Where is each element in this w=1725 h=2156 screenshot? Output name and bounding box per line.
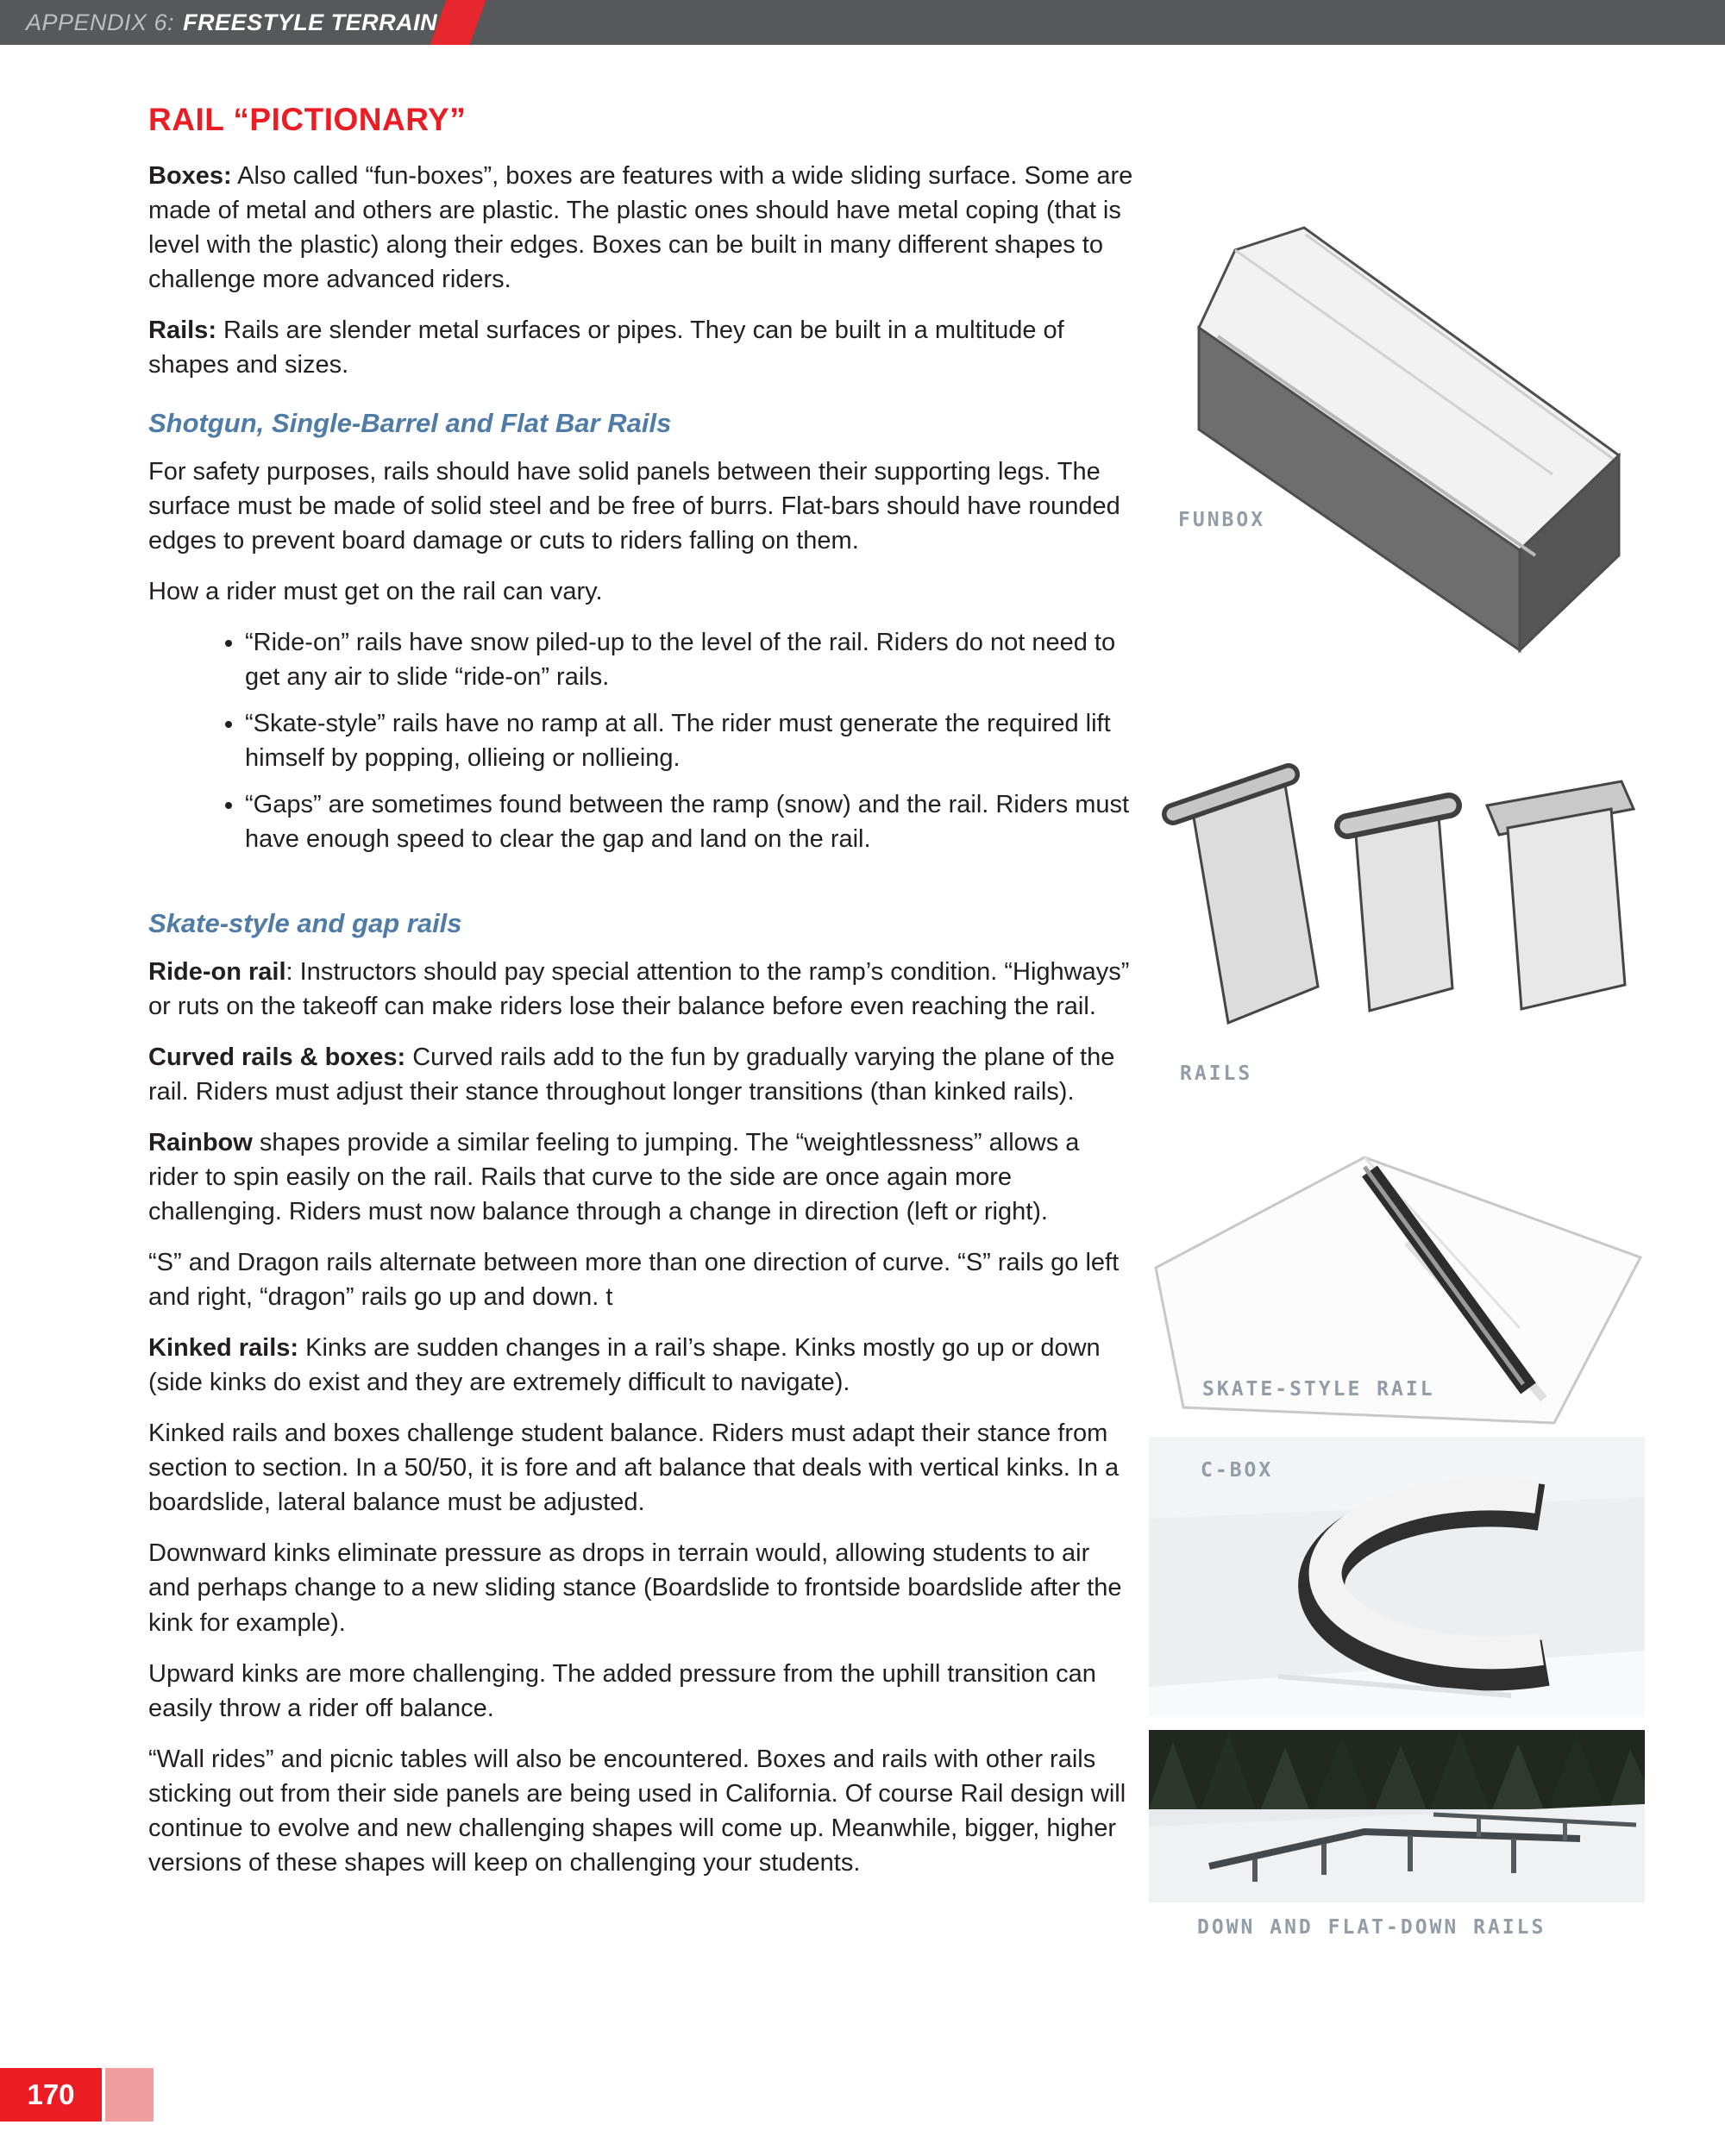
- paragraph-ride-on-rail: [148, 955, 1133, 1024]
- paragraph-downward-kinks: Downward kinks eliminate pressure as drops in terrain would, allowing students to air and perhaps change to a new sliding stance (Boardslide to frontside boardslide after the kink for example).: [148, 1539, 1122, 1637]
- bullet-gaps: • “Gaps” are sometimes found between the ramp (snow) and the rail. Riders must have enough speed to clear the gap and land on the rail.: [245, 787, 1133, 856]
- header-appendix-title: FREESTYLE TERRAIN: [183, 9, 438, 35]
- down-flat-down-rails-caption: DOWN AND FLAT-DOWN RAILS: [1197, 1916, 1546, 1939]
- page-title: RAIL “PICTIONARY”: [148, 102, 467, 137]
- paragraph-curved: [148, 1040, 1133, 1109]
- main-text-column: [148, 102, 1133, 1896]
- figure-down-flat-down-rails: [1149, 1730, 1645, 1954]
- header-appendix-label: APPENDIX 6:: [26, 9, 175, 35]
- skate-style-rail-caption: SKATE-STYLE RAIL: [1202, 1378, 1435, 1401]
- header-red-stripe: [430, 0, 486, 45]
- figure-skate-style-rail: [1149, 1138, 1645, 1432]
- paragraph-kinked-lead: Kinked rails:: [148, 1334, 299, 1363]
- funbox-caption: FUNBOX: [1178, 509, 1266, 531]
- c-box-caption: C-BOX: [1201, 1459, 1274, 1482]
- paragraph-ride-on-rail-text: : Instructors should pay special attention to the ramp’s condition. “Highways” or ruts on the takeoff can make riders lose their balance before even reaching the rail.: [148, 958, 1130, 1021]
- subheading-shotgun: Shotgun, Single-Barrel and Flat Bar Rails: [148, 408, 672, 439]
- subheading-skate-gap: Skate-style and gap rails: [148, 908, 462, 939]
- paragraph-boxes-text: Also called “fun-boxes”, boxes are features with a wide sliding surface. Some are made of metal and others are plastic. The plastic ones should have metal coping (that is level with the plastic) along their edges. Boxes can be built in many different shapes to challenge more advanced riders.: [148, 162, 1133, 294]
- figure-rails: [1149, 730, 1645, 1100]
- rails-illustration: [1149, 730, 1645, 1057]
- paragraph-kinked-balance: Kinked rails and boxes challenge student balance. Riders must adapt their stance from section to section. In a 50/50, it is fore and aft balance that deals with vertical kinks. In a boardslide, lateral balance must be adjusted.: [148, 1420, 1120, 1517]
- rail-bullet-list: [148, 625, 1133, 856]
- paragraph-wall-rides: “Wall rides” and picnic tables will also be encountered. Boxes and rails with other rails sticking out from their side panels are being used in California. Of course Rail design will continue to evolve and new challenging shapes will come up. Meanwhile, bigger, higher versions of these shapes will keep on challenging your students.: [148, 1745, 1126, 1877]
- figure-column: [1149, 171, 1645, 2128]
- paragraph-kinked: [148, 1331, 1133, 1400]
- paragraph-s-dragon: “S” and Dragon rails alternate between more than one direction of curve. “S” rails go left and right, “dragon” rails go up and down. t: [148, 1249, 1120, 1312]
- bullet-ride-on: • “Ride-on” rails have snow piled-up to the level of the rail. Riders do not need to get any air to slide “ride-on” rails.: [245, 625, 1133, 694]
- paragraph-rails: [148, 313, 1133, 382]
- page-number: 170: [0, 2068, 102, 2122]
- paragraph-how: How a rider must get on the rail can vary.: [148, 578, 603, 606]
- figure-c-box: [1149, 1437, 1645, 1721]
- paragraph-upward-kinks: Upward kinks are more challenging. The added pressure from the uphill transition can easily throw a rider off balance.: [148, 1659, 1096, 1722]
- paragraph-rails-lead: Rails:: [148, 317, 216, 345]
- paragraph-rainbow-text: shapes provide a similar feeling to jumping. The “weightlessness” allows a rider to spin easily on the rail. Rails that curve to the side are once again more challenging. Riders must now balance through a change in direction (left or right).: [148, 1129, 1080, 1226]
- down-flat-down-rails-photo: [1149, 1730, 1645, 1902]
- page-header: [0, 0, 1725, 45]
- paragraph-boxes: [148, 159, 1133, 297]
- rails-caption: RAILS: [1180, 1062, 1253, 1085]
- paragraph-rainbow-lead: Rainbow: [148, 1129, 253, 1157]
- paragraph-ride-on-rail-lead: Ride-on rail: [148, 958, 286, 987]
- funbox-illustration: [1149, 171, 1645, 662]
- paragraph-boxes-lead: Boxes:: [148, 162, 232, 190]
- paragraph-safety: For safety purposes, rails should have solid panels between their supporting legs. The surface must be made of solid steel and be free of burrs. Flat-bars should have rounded edges to prevent board damage or cuts to riders falling on them.: [148, 458, 1120, 555]
- paragraph-curved-lead: Curved rails & boxes:: [148, 1044, 406, 1072]
- paragraph-kinked-text: Kinks are sudden changes in a rail’s shape. Kinks mostly go up or down (side kinks do exist and they are extremely difficult to navigate).: [148, 1334, 1101, 1397]
- page-number-accent: [105, 2068, 154, 2122]
- paragraph-rails-text: Rails are slender metal surfaces or pipes. They can be built in a multitude of shapes and sizes.: [148, 317, 1064, 379]
- figure-funbox: [1149, 171, 1645, 662]
- paragraph-rainbow: [148, 1125, 1133, 1229]
- bullet-skate-style: • “Skate-style” rails have no ramp at all. The rider must generate the required lift himself by popping, ollieing or nollieing.: [245, 706, 1133, 775]
- header-appendix: [26, 9, 437, 36]
- paragraph-curved-text: Curved rails add to the fun by gradually varying the plane of the rail. Riders must adjust their stance throughout longer transitions (than kinked rails).: [148, 1044, 1115, 1106]
